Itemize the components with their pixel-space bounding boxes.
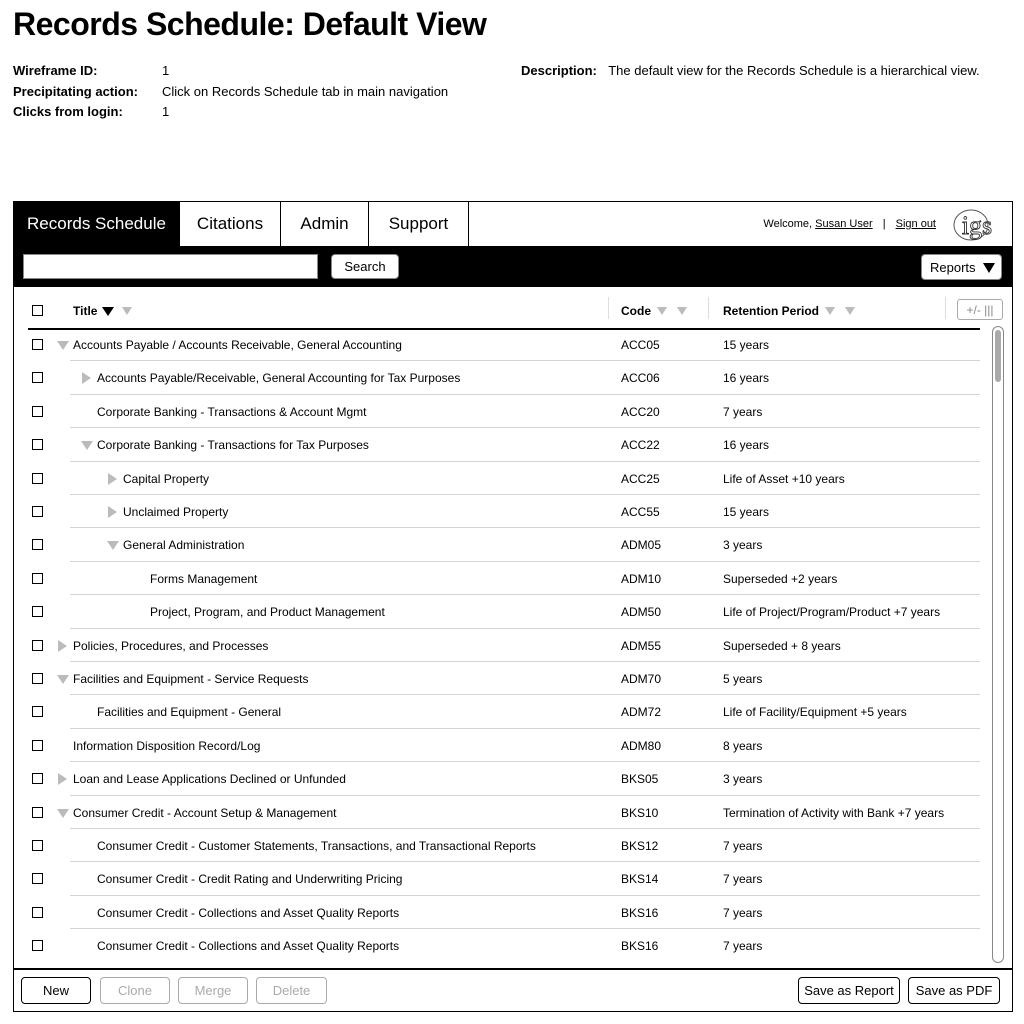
row-title[interactable]: General Administration: [123, 538, 245, 553]
table-row[interactable]: [14, 796, 980, 829]
row-retention-period: 7 years: [723, 839, 763, 853]
row-retention-period: 7 years: [723, 939, 763, 954]
table-row[interactable]: [14, 495, 980, 528]
row-retention-period: Termination of Activity with Bank +7 years: [723, 805, 945, 820]
row-code: BKS05: [621, 772, 659, 787]
column-header-title[interactable]: [73, 304, 132, 318]
search-toolbar: [14, 246, 1012, 287]
collapsed-triangle-icon[interactable]: [58, 640, 67, 652]
tab-support[interactable]: Support: [369, 202, 469, 246]
row-title[interactable]: Consumer Credit - Account Setup & Management: [73, 805, 337, 820]
row-title[interactable]: Loan and Lease Applications Declined or Unfunded: [73, 772, 346, 787]
column-header-retention[interactable]: [723, 304, 855, 318]
meta-label-clicks-from-login: Clicks from login:: [13, 104, 123, 119]
tab-admin[interactable]: Admin: [281, 202, 369, 246]
row-title[interactable]: Accounts Payable / Accounts Receivable, General Accounting: [73, 338, 402, 352]
row-code: ACC05: [621, 338, 660, 352]
table-row[interactable]: [14, 762, 980, 795]
row-code: ADM72: [621, 705, 662, 720]
reports-label: Reports: [930, 259, 976, 275]
welcome-separator: |: [882, 218, 886, 230]
row-title[interactable]: Corporate Banking - Transactions & Account Mgmt: [97, 404, 367, 419]
row-retention-period: 15 years: [723, 338, 770, 352]
row-code: ADM10: [621, 571, 662, 586]
row-retention-period: Superseded +2 years: [723, 571, 838, 586]
row-retention-period: 15 years: [723, 505, 770, 519]
row-checkbox[interactable]: [32, 406, 43, 417]
records-table-body: [14, 328, 1012, 961]
scrollbar-thumb[interactable]: [995, 330, 1001, 382]
table-row[interactable]: [14, 395, 980, 428]
search-input[interactable]: [23, 254, 318, 279]
row-checkbox[interactable]: [32, 840, 43, 851]
row-retention-period: 5 years: [723, 672, 763, 686]
row-code: BKS16: [621, 905, 659, 920]
row-checkbox[interactable]: [32, 606, 43, 617]
app-frame: [13, 201, 1013, 1012]
row-code: ADM05: [621, 538, 662, 553]
table-row[interactable]: [14, 929, 980, 961]
column-retention-label: Retention Period: [723, 304, 820, 318]
row-title[interactable]: Capital Property: [123, 471, 210, 486]
search-button[interactable]: Search: [331, 254, 399, 279]
filter-icon[interactable]: [845, 307, 855, 315]
row-code: ACC06: [621, 371, 660, 386]
row-code: BKS16: [621, 939, 659, 954]
row-title[interactable]: Consumer Credit - Collections and Asset Quality Reports: [97, 939, 400, 954]
row-checkbox[interactable]: [32, 773, 43, 784]
expanded-triangle-icon[interactable]: [57, 809, 69, 818]
row-title[interactable]: Facilities and Equipment - General: [97, 705, 282, 720]
row-checkbox[interactable]: [32, 706, 43, 717]
meta-value-clicks-from-login: 1: [162, 104, 170, 119]
table-row[interactable]: [14, 729, 980, 762]
row-title[interactable]: Consumer Credit - Collections and Asset Quality Reports: [97, 905, 400, 920]
row-code: ADM55: [621, 638, 662, 653]
row-retention-period: 7 years: [723, 905, 763, 920]
expanded-triangle-icon[interactable]: [57, 341, 69, 350]
row-checkbox[interactable]: [32, 573, 43, 584]
row-code: ACC55: [621, 505, 660, 519]
row-checkbox[interactable]: [32, 372, 43, 383]
vertical-scrollbar[interactable]: [992, 326, 1004, 963]
row-retention-period: 3 years: [723, 538, 763, 553]
row-title[interactable]: Consumer Credit - Customer Statements, Transactions, and Transactional Reports: [97, 839, 536, 853]
main-navigation: [14, 202, 1012, 246]
save-as-report-button[interactable]: Save as Report: [798, 977, 900, 1004]
row-title[interactable]: Unclaimed Property: [123, 505, 229, 519]
row-retention-period: 7 years: [723, 872, 763, 887]
table-row[interactable]: [14, 629, 980, 662]
filter-icon[interactable]: [122, 307, 132, 315]
row-code: BKS12: [621, 839, 659, 853]
row-checkbox[interactable]: [32, 873, 43, 884]
merge-button[interactable]: Merge: [178, 977, 248, 1004]
igs-logo: [952, 207, 1002, 241]
table-row[interactable]: [14, 896, 980, 929]
row-retention-period: 7 years: [723, 404, 763, 419]
row-checkbox[interactable]: [32, 473, 43, 484]
row-code: ACC25: [621, 471, 660, 486]
description-label: Description:: [521, 63, 597, 78]
description: [521, 63, 980, 78]
expanded-triangle-icon[interactable]: [107, 541, 119, 550]
row-checkbox[interactable]: [32, 740, 43, 751]
row-code: ACC20: [621, 404, 660, 419]
meta-value-wireframe-id: 1: [162, 63, 170, 78]
row-title[interactable]: Corporate Banking - Transactions for Tax Purposes: [97, 438, 369, 453]
row-title[interactable]: Project, Program, and Product Management: [150, 605, 385, 620]
column-code-label: Code: [621, 304, 651, 318]
new-button[interactable]: New: [21, 977, 91, 1004]
collapsed-triangle-icon[interactable]: [108, 473, 117, 485]
page-title: Records Schedule: Default View: [13, 6, 487, 42]
user-name-link[interactable]: Susan User: [815, 218, 873, 230]
description-text: The default view for the Records Schedule is a hierarchical view.: [608, 63, 980, 78]
column-header-code[interactable]: [621, 304, 687, 318]
table-row[interactable]: [14, 428, 980, 461]
welcome-area: [763, 218, 936, 230]
table-row[interactable]: [14, 528, 980, 561]
clone-button[interactable]: Clone: [100, 977, 170, 1004]
row-retention-period: 8 years: [723, 738, 763, 753]
column-separator[interactable]: [945, 297, 946, 319]
sort-descending-icon[interactable]: [102, 307, 114, 316]
footer-divider: [14, 968, 1012, 970]
row-checkbox[interactable]: [32, 539, 43, 550]
row-checkbox[interactable]: [32, 940, 43, 951]
row-code: ADM50: [621, 605, 662, 620]
row-code: ADM80: [621, 738, 662, 753]
sign-out-link[interactable]: Sign out: [895, 218, 936, 230]
table-row[interactable]: [14, 662, 980, 695]
wireframe-meta: [13, 63, 493, 125]
collapsed-triangle-icon[interactable]: [58, 773, 67, 785]
column-separator[interactable]: [608, 297, 609, 319]
reports-dropdown[interactable]: [921, 254, 1002, 280]
row-code: ACC22: [621, 438, 660, 453]
row-checkbox[interactable]: [32, 807, 43, 818]
row-code: BKS10: [621, 805, 659, 820]
row-title[interactable]: Accounts Payable/Receivable, General Accounting for Tax Purposes: [97, 371, 461, 386]
row-retention-period: 3 years: [723, 772, 763, 787]
table-row[interactable]: [14, 328, 980, 361]
row-checkbox[interactable]: [32, 439, 43, 450]
table-row[interactable]: [14, 361, 980, 394]
meta-label-precipitating-action: Precipitating action:: [13, 83, 138, 99]
sort-icon[interactable]: [657, 307, 667, 315]
table-row[interactable]: [14, 695, 980, 728]
row-retention-period: Life of Facility/Equipment +5 years: [723, 705, 907, 720]
tab-citations[interactable]: Citations: [180, 202, 281, 246]
delete-button[interactable]: Delete: [256, 977, 327, 1004]
row-title[interactable]: Information Disposition Record/Log: [73, 738, 261, 753]
expanded-triangle-icon[interactable]: [81, 441, 93, 450]
row-checkbox[interactable]: [32, 673, 43, 684]
table-row[interactable]: [14, 462, 980, 495]
expanded-triangle-icon[interactable]: [57, 675, 69, 684]
table-row[interactable]: [14, 562, 980, 595]
filter-icon[interactable]: [677, 307, 687, 315]
chevron-down-icon: [983, 263, 995, 273]
table-row[interactable]: [14, 862, 980, 895]
table-header: [14, 287, 1012, 330]
column-separator[interactable]: [708, 297, 709, 319]
column-title-label: Title: [73, 304, 98, 318]
save-as-pdf-button[interactable]: Save as PDF: [908, 977, 1000, 1004]
row-retention-period: Superseded + 8 years: [723, 638, 841, 653]
row-checkbox[interactable]: [32, 640, 43, 651]
row-checkbox[interactable]: [32, 506, 43, 517]
row-retention-period: Life of Asset +10 years: [723, 471, 845, 486]
row-title[interactable]: Facilities and Equipment - Service Requests: [73, 672, 309, 686]
select-all-checkbox[interactable]: [32, 305, 43, 316]
row-code: ADM70: [621, 672, 662, 686]
table-row[interactable]: [14, 829, 980, 862]
row-code: BKS14: [621, 872, 659, 887]
meta-value-precipitating-action: Click on Records Schedule tab in main navigation: [162, 83, 449, 99]
row-retention-period: Life of Project/Program/Product +7 years: [723, 605, 941, 620]
row-checkbox[interactable]: [32, 907, 43, 918]
row-title[interactable]: Forms Management: [150, 571, 258, 586]
collapsed-triangle-icon[interactable]: [82, 372, 91, 384]
row-checkbox[interactable]: [32, 339, 43, 350]
collapsed-triangle-icon[interactable]: [108, 506, 117, 518]
row-title[interactable]: Policies, Procedures, and Processes: [73, 638, 269, 653]
sort-icon[interactable]: [825, 307, 835, 315]
row-retention-period: 16 years: [723, 438, 770, 453]
tab-records-schedule[interactable]: Records Schedule: [14, 202, 180, 246]
welcome-text: Welcome,: [763, 218, 813, 230]
row-title[interactable]: Consumer Credit - Credit Rating and Underwriting Pricing: [97, 872, 403, 887]
meta-label-wireframe-id: Wireframe ID:: [13, 63, 98, 78]
table-row[interactable]: [14, 595, 980, 628]
logo-text: igs: [961, 211, 993, 240]
column-toggle-button[interactable]: +/- |||: [957, 299, 1003, 320]
row-retention-period: 16 years: [723, 371, 770, 386]
